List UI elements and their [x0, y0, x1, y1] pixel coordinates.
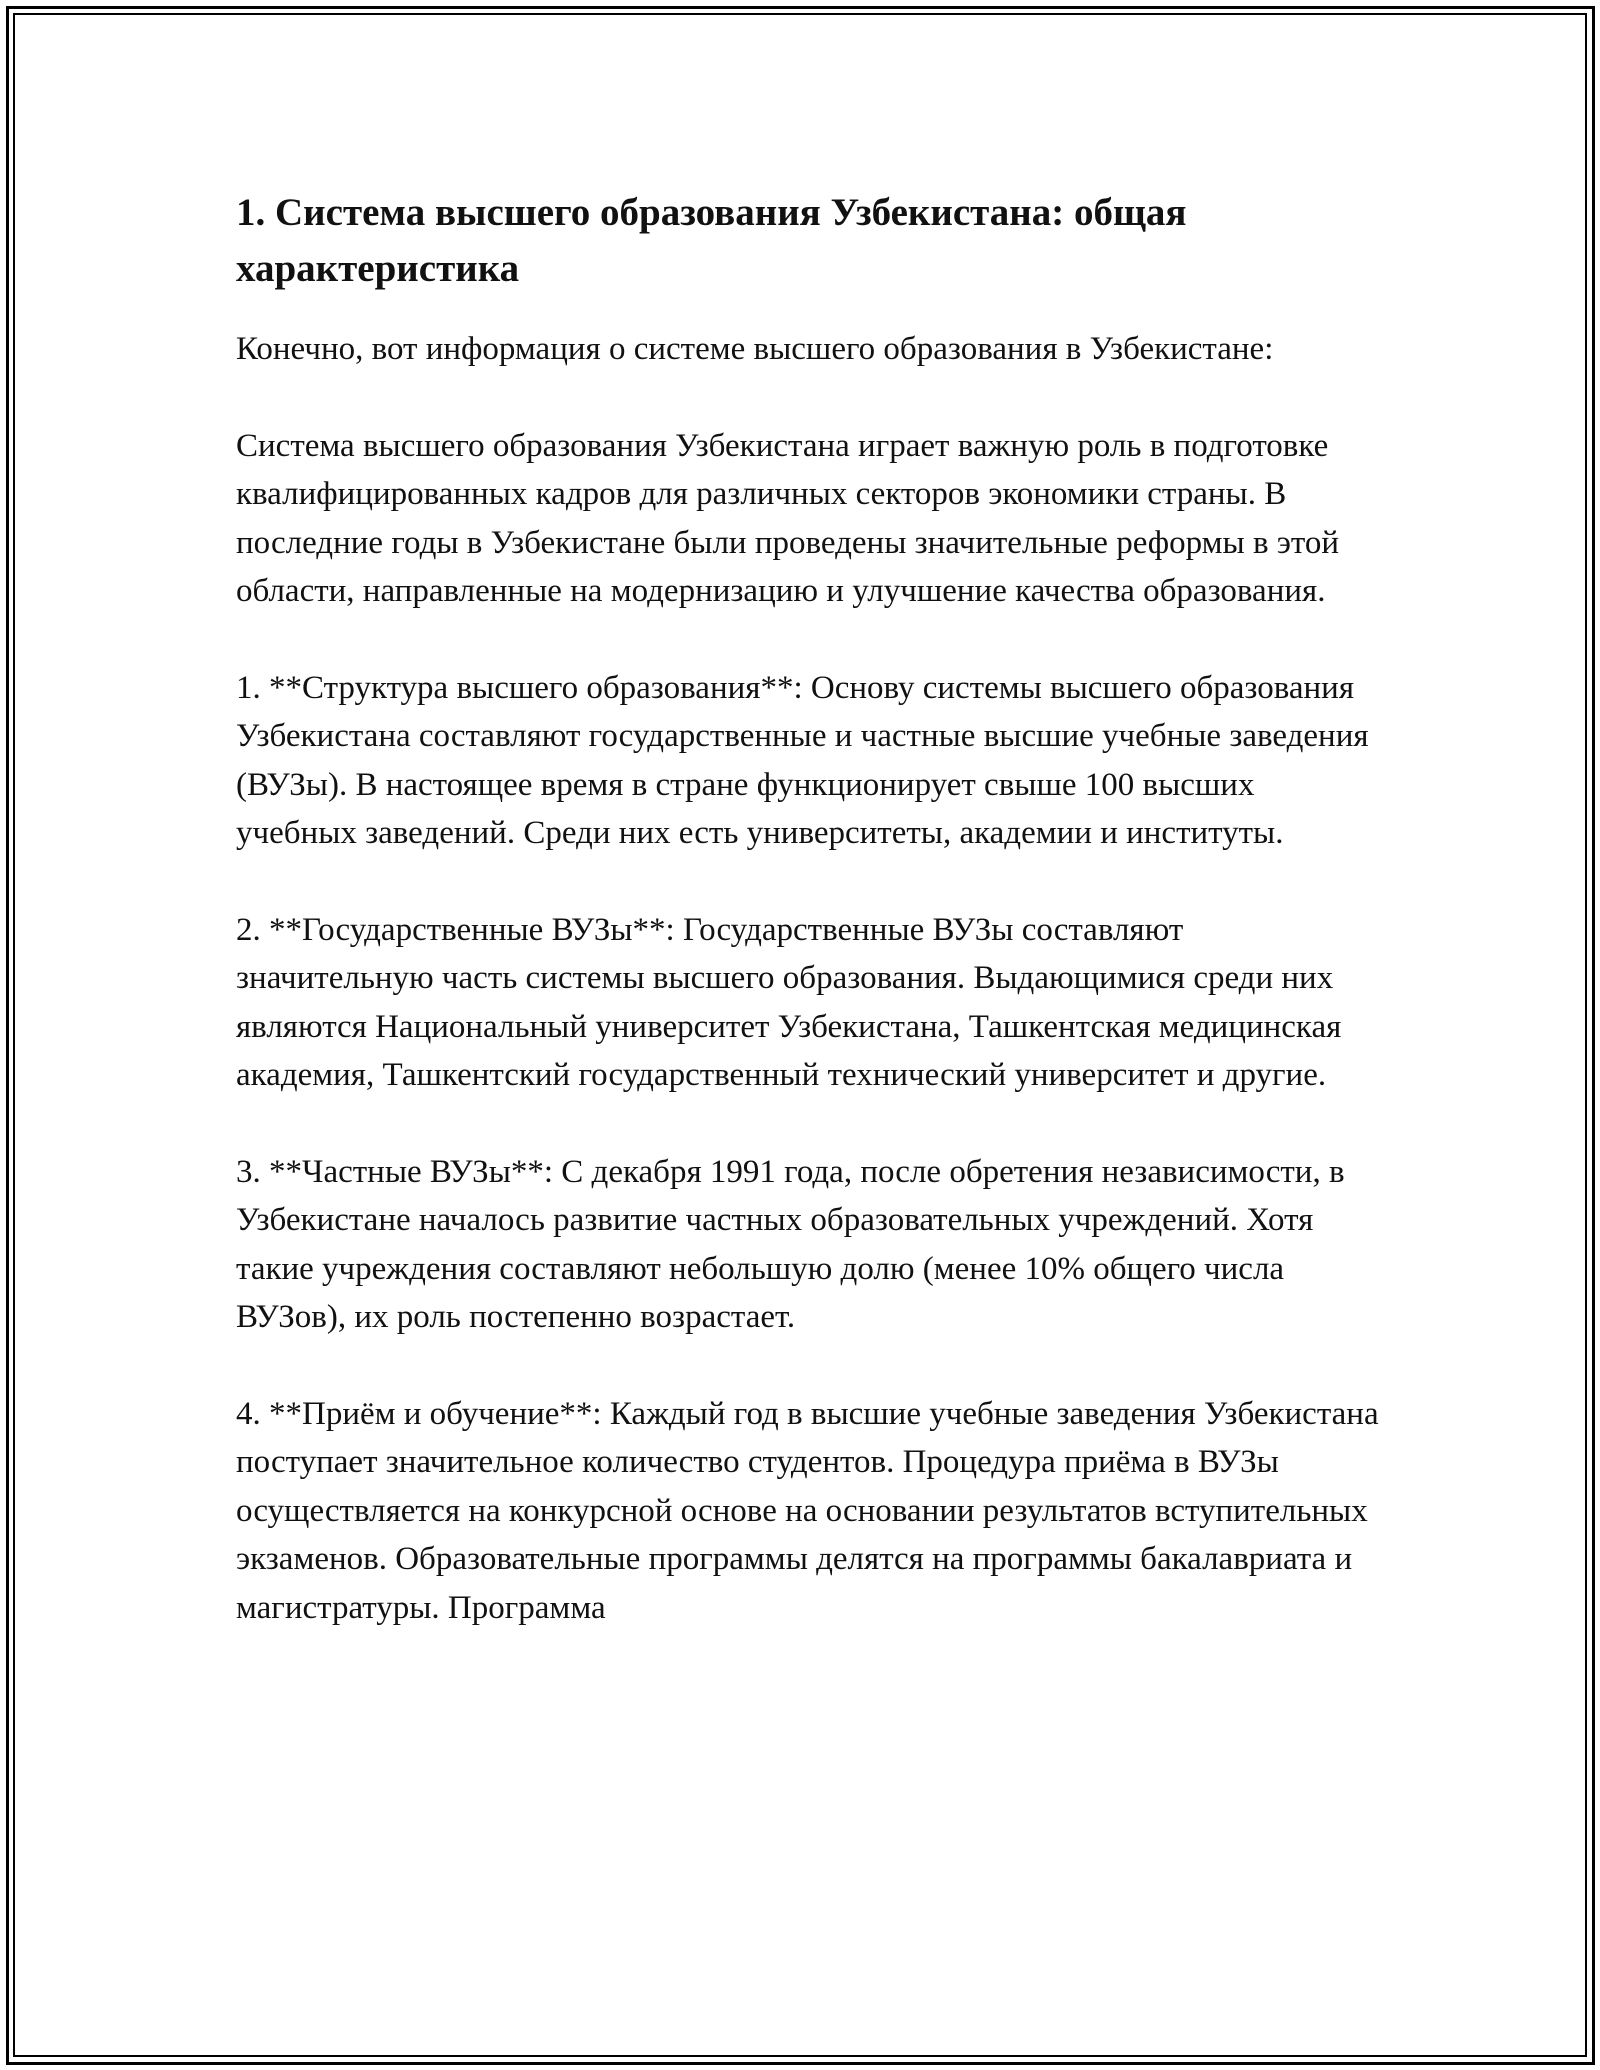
state-universities-paragraph: 2. **Государственные ВУЗы**: Государственные ВУЗы составляют значительную часть системы высшего образования. Выдающимися среди них являются Национальный университет Узбекистана, Ташкентская медицинская академия, Ташкентский государственный технический университет и другие. — [236, 911, 1342, 1093]
document-body — [236, 185, 1381, 1680]
overview-paragraph: Система высшего образования Узбекистана играет важную роль в подготовке квалифицированных кадров для различных секторов экономики страны. В последние годы в Узбекистане были проведены значительные реформы в этой области, направленные на модернизацию и улучшение качества образования. — [236, 427, 1340, 609]
intro-paragraph: Конечно, вот информация о системе высшего образования в Узбекистане: — [236, 331, 1274, 367]
admission-paragraph: 4. **Приём и обучение**: Каждый год в высшие учебные заведения Узбекистана поступает значительное количество студентов. Процедура приёма в ВУЗы осуществляется на конкурсной основе на основании результатов вступительных экзаменов. Образовательные программы делятся на программы бакалавриата и магистратуры. Программа — [236, 1395, 1379, 1626]
document-title: 1. Система высшего образования Узбекистана: общая характеристика — [236, 191, 1187, 290]
private-universities-paragraph: 3. **Частные ВУЗы**: С декабря 1991 года, после обретения независимости, в Узбекистане началось развитие частных образовательных учреждений. Хотя такие учреждения составляют небольшую долю (менее 10% общего числа ВУЗов), их роль постепенно возрастает. — [236, 1153, 1345, 1335]
structure-paragraph: 1. **Структура высшего образования**: Основу системы высшего образования Узбекистана составляют государственные и частные высшие учебные заведения (ВУЗы). В настоящее время в стране функционирует свыше 100 высших учебных заведений. Среди них есть университеты, академии и институты. — [236, 669, 1369, 851]
